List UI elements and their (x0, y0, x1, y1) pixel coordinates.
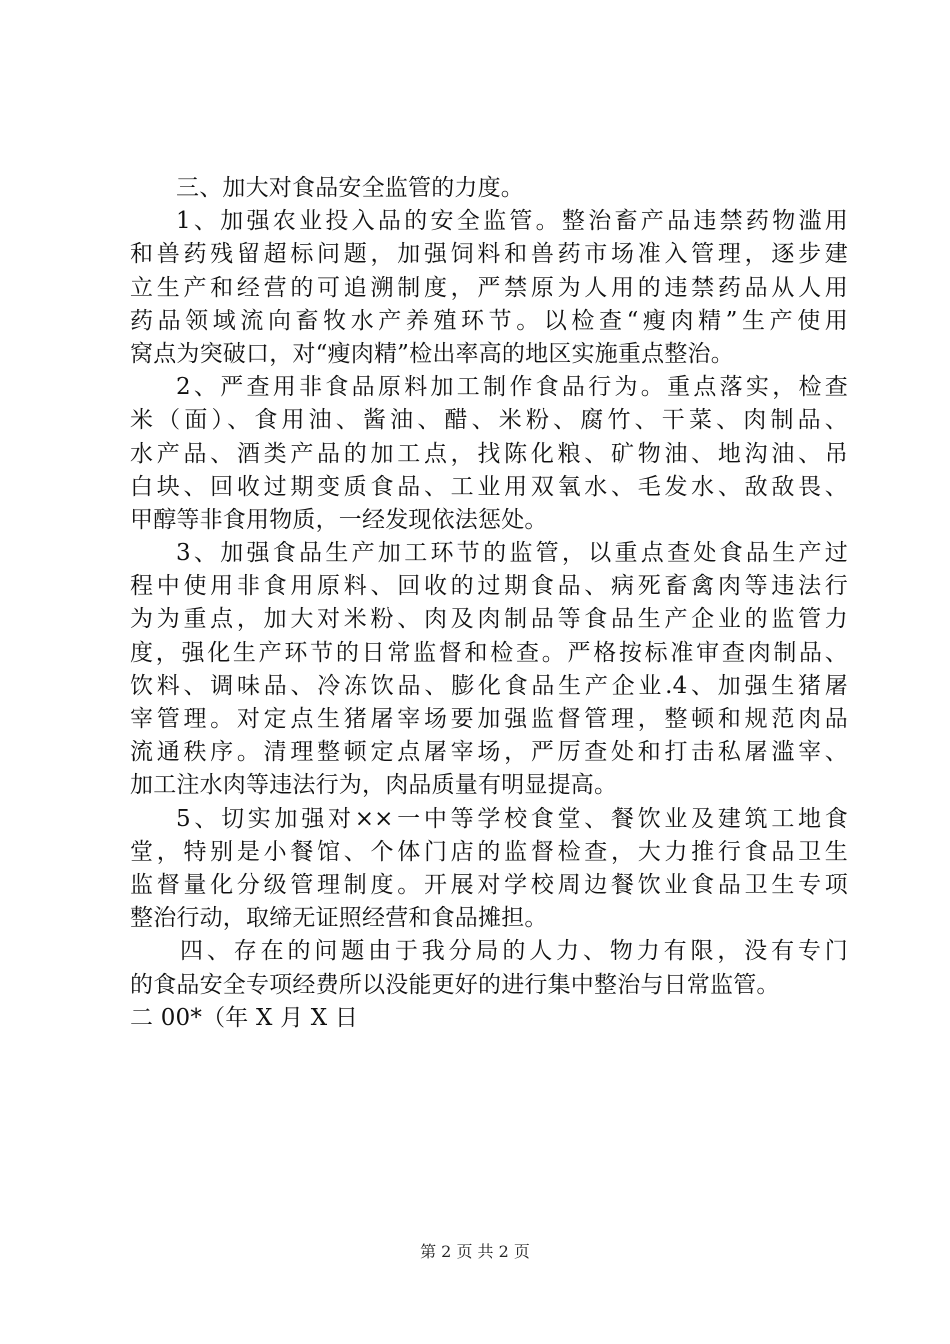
paragraph-line: 2、严查用非食品原料加工制作食品行为。重点落实，检查 (176, 374, 848, 401)
paragraph-line: 流通秩序。清理整顿定点屠宰场，严厉查处和打击私屠滥宰、 (130, 739, 848, 766)
paragraph-line: 水产品、酒类产品的加工点，找陈化粮、矿物油、地沟油、吊 (130, 440, 848, 467)
paragraph-line: 饮料、调味品、冷冻饮品、膨化食品生产企业.4、加强生猪屠 (130, 672, 848, 699)
paragraph-line: 四、存在的问题由于我分局的人力、物力有限，没有专门 (180, 938, 848, 965)
paragraph-line: 加工注水肉等违法行为，肉品质量有明显提高。 (130, 772, 618, 799)
page-number-footer: 第 2 页 共 2 页 (420, 1242, 530, 1261)
paragraph-line: 度，强化生产环节的日常监督和检查。严格按标准审查肉制品、 (130, 639, 848, 666)
paragraph-line: 立生产和经营的可追溯制度，严禁原为人用的违禁药品从人用 (130, 274, 848, 301)
document-date: 二 00*（年 X 月 X 日 (130, 1004, 359, 1031)
paragraph-line: 甲醇等非食用物质，一经发现依法惩处。 (130, 506, 548, 533)
paragraph-line: 白块、回收过期变质食品、工业用双氧水、毛发水、敌敌畏、 (130, 473, 848, 500)
paragraph-line: 宰管理。对定点生猪屠宰场要加强监督管理，整顿和规范肉品 (130, 706, 848, 732)
paragraph-line: 5、切实加强对××一中等学校食堂、餐饮业及建筑工地食 (176, 805, 848, 832)
section-heading: 三、加大对食品安全监管的力度。 (176, 175, 524, 201)
paragraph-line: 1、加强农业投入品的安全监管。整治畜产品违禁药物滥用 (176, 208, 848, 235)
paragraph-line: 和兽药残留超标问题，加强饲料和兽药市场准入管理，逐步建 (130, 241, 848, 268)
paragraph-line: 程中使用非食用原料、回收的过期食品、病死畜禽肉等违法行 (130, 573, 848, 600)
paragraph-line: 3、加强食品生产加工环节的监管，以重点查处食品生产过 (176, 540, 848, 567)
paragraph-line: 为为重点，加大对米粉、肉及肉制品等食品生产企业的监管力 (130, 606, 848, 633)
paragraph-line: 监督量化分级管理制度。开展对学校周边餐饮业食品卫生专项 (130, 871, 848, 898)
paragraph-line: 窝点为突破口，对“瘦肉精”检出率高的地区实施重点整治。 (130, 340, 734, 367)
paragraph-line: 米（面）、食用油、酱油、醋、米粉、腐竹、干菜、肉制品、 (130, 407, 848, 434)
paragraph-line: 药品领域流向畜牧水产养殖环节。以检查“瘦肉精”生产使用 (130, 307, 848, 334)
paragraph-line: 的食品安全专项经费所以没能更好的进行集中整治与日常监管。 (130, 971, 780, 998)
document-body (130, 172, 848, 1035)
paragraph-line: 堂，特别是小餐馆、个体门店的监督检查，大力推行食品卫生 (130, 838, 848, 865)
paragraph-line: 整治行动，取缔无证照经营和食品摊担。 (130, 905, 548, 932)
